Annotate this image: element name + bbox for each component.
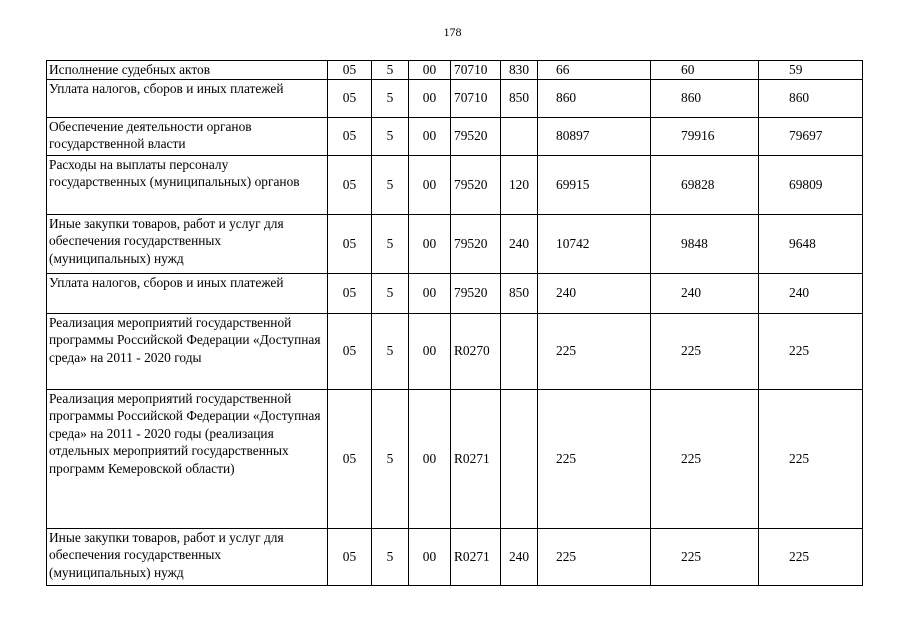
row-name: Реализация мероприятий государственной программы Российской Федерации «Доступная среда» на 2011 - 2020 годы — [47, 313, 328, 389]
row-code-section: 05 — [328, 155, 372, 214]
row-value-1: 225 — [538, 528, 651, 585]
row-code-type: 850 — [501, 79, 538, 117]
row-code-type: 850 — [501, 273, 538, 313]
row-code-program: 00 — [409, 313, 451, 389]
row-code-type: 120 — [501, 155, 538, 214]
table-row — [47, 155, 863, 214]
row-name: Обеспечение деятельности органов государственной власти — [47, 117, 328, 155]
row-value-3: 240 — [759, 273, 863, 313]
table-row — [47, 313, 863, 389]
row-code-subsection: 5 — [372, 273, 409, 313]
row-value-2: 60 — [651, 61, 759, 80]
row-name: Уплата налогов, сборов и иных платежей — [47, 273, 328, 313]
row-code-type — [501, 389, 538, 528]
row-value-1: 10742 — [538, 214, 651, 273]
row-code-article: 79520 — [451, 273, 501, 313]
row-code-subsection: 5 — [372, 155, 409, 214]
row-code-section: 05 — [328, 79, 372, 117]
table-row — [47, 273, 863, 313]
row-code-article: 70710 — [451, 79, 501, 117]
row-value-1: 66 — [538, 61, 651, 80]
row-code-subsection: 5 — [372, 61, 409, 80]
row-value-2: 225 — [651, 389, 759, 528]
row-code-subsection: 5 — [372, 117, 409, 155]
row-code-article: 70710 — [451, 61, 501, 80]
row-name: Уплата налогов, сборов и иных платежей — [47, 79, 328, 117]
row-value-1: 860 — [538, 79, 651, 117]
row-name: Исполнение судебных актов — [47, 61, 328, 80]
row-value-1: 69915 — [538, 155, 651, 214]
row-code-subsection: 5 — [372, 528, 409, 585]
row-code-article: R0270 — [451, 313, 501, 389]
row-name: Иные закупки товаров, работ и услуг для обеспечения государственных (муниципальных) нужд — [47, 528, 328, 585]
row-value-3: 9648 — [759, 214, 863, 273]
row-name: Иные закупки товаров, работ и услуг для обеспечения государственных (муниципальных) нужд — [47, 214, 328, 273]
row-code-program: 00 — [409, 273, 451, 313]
row-code-type: 240 — [501, 528, 538, 585]
row-value-2: 69828 — [651, 155, 759, 214]
row-code-section: 05 — [328, 214, 372, 273]
row-value-3: 69809 — [759, 155, 863, 214]
table-row — [47, 61, 863, 80]
row-code-program: 00 — [409, 389, 451, 528]
row-code-type: 240 — [501, 214, 538, 273]
row-value-2: 860 — [651, 79, 759, 117]
row-value-1: 80897 — [538, 117, 651, 155]
row-value-3: 225 — [759, 389, 863, 528]
row-value-3: 225 — [759, 313, 863, 389]
row-code-program: 00 — [409, 528, 451, 585]
row-name: Реализация мероприятий государственной программы Российской Федерации «Доступная среда» на 2011 - 2020 годы (реализация отдельных мероприятий государственных программ Кемеровской области) — [47, 389, 328, 528]
row-code-subsection: 5 — [372, 313, 409, 389]
row-value-1: 240 — [538, 273, 651, 313]
row-value-2: 9848 — [651, 214, 759, 273]
row-code-subsection: 5 — [372, 214, 409, 273]
row-value-1: 225 — [538, 389, 651, 528]
row-value-3: 59 — [759, 61, 863, 80]
row-code-section: 05 — [328, 528, 372, 585]
row-code-program: 00 — [409, 79, 451, 117]
row-code-subsection: 5 — [372, 389, 409, 528]
row-code-program: 00 — [409, 155, 451, 214]
row-code-article: R0271 — [451, 389, 501, 528]
table-row — [47, 214, 863, 273]
row-code-article: 79520 — [451, 155, 501, 214]
budget-table — [46, 60, 863, 586]
page-number: 178 — [443, 25, 462, 39]
row-value-3: 225 — [759, 528, 863, 585]
row-value-2: 225 — [651, 313, 759, 389]
row-code-section: 05 — [328, 273, 372, 313]
row-value-1: 225 — [538, 313, 651, 389]
row-code-article: R0271 — [451, 528, 501, 585]
row-code-section: 05 — [328, 117, 372, 155]
row-value-3: 860 — [759, 79, 863, 117]
row-code-type — [501, 313, 538, 389]
row-code-article: 79520 — [451, 117, 501, 155]
table-row — [47, 117, 863, 155]
row-value-2: 225 — [651, 528, 759, 585]
table-row — [47, 389, 863, 528]
row-code-program: 00 — [409, 117, 451, 155]
row-value-2: 79916 — [651, 117, 759, 155]
row-code-section: 05 — [328, 313, 372, 389]
row-code-article: 79520 — [451, 214, 501, 273]
row-code-section: 05 — [328, 389, 372, 528]
row-code-type: 830 — [501, 61, 538, 80]
row-code-type — [501, 117, 538, 155]
row-name: Расходы на выплаты персоналу государственных (муниципальных) органов — [47, 155, 328, 214]
table-row — [47, 79, 863, 117]
row-code-program: 00 — [409, 61, 451, 80]
row-code-section: 05 — [328, 61, 372, 80]
row-code-program: 00 — [409, 214, 451, 273]
row-value-3: 79697 — [759, 117, 863, 155]
row-code-subsection: 5 — [372, 79, 409, 117]
row-value-2: 240 — [651, 273, 759, 313]
table-row — [47, 528, 863, 585]
